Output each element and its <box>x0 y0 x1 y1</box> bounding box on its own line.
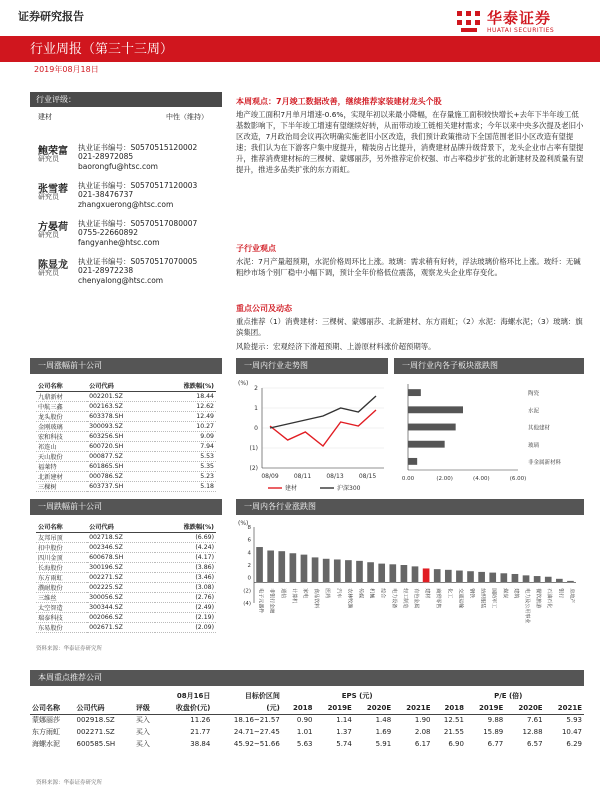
y-tick-label: 6 <box>247 537 251 544</box>
col-header: 评级 <box>135 703 150 712</box>
category-label: 商贸零售 <box>435 588 442 609</box>
table-cell: 10.47 <box>561 728 582 736</box>
industry-change-chart <box>236 517 584 657</box>
chart2-heading: 一周行业内各子板块涨跌图 <box>394 358 584 374</box>
company-name: 东易股份 <box>36 622 87 632</box>
analyst-phone: 021-28972238 <box>78 266 134 275</box>
bar <box>367 562 374 582</box>
analyst-email[interactable]: baorongfu@htsc.com <box>78 162 158 171</box>
col-header: 2018 <box>444 703 464 712</box>
y-tick-label: (2) <box>243 588 251 595</box>
industry-trend-chart <box>236 376 392 494</box>
category-label: 综合 <box>379 588 386 599</box>
category-label: 钢铁 <box>468 588 475 599</box>
logo-text-en: HUATAI SECURITIES <box>487 26 555 34</box>
table-cell: 12.88 <box>522 728 543 736</box>
category-label: 轻工制造 <box>401 588 408 609</box>
table-cell: 002271.SZ <box>76 728 115 736</box>
col-header: 2019E <box>327 703 352 712</box>
table-cell: 海螺水泥 <box>32 740 60 748</box>
change-value: 5.18 <box>155 481 216 491</box>
losers-table <box>36 521 216 633</box>
y-axis-label: (%) <box>238 380 249 387</box>
category-label: 机械 <box>368 588 375 599</box>
bar <box>478 572 485 582</box>
company-logo <box>456 4 584 38</box>
bar <box>545 577 552 583</box>
company-code: 002271.SZ <box>87 572 155 582</box>
category-label: 煤炭 <box>501 588 508 599</box>
table-cell: 1.48 <box>375 716 392 725</box>
category-label: 电子元器件 <box>257 588 264 614</box>
company-name: 长海股份 <box>36 562 87 572</box>
change-value: 7.94 <box>155 441 216 451</box>
analyst-role: 研究员 <box>38 155 59 163</box>
table-row <box>36 411 216 421</box>
category-label: 化工 <box>446 588 453 599</box>
table-row <box>36 552 216 562</box>
col-header: 公司代码 <box>76 703 105 712</box>
rating-heading: 行业评级： <box>30 92 222 107</box>
change-value: 5.35 <box>155 461 216 471</box>
bar <box>556 579 563 582</box>
report-title: 行业周报（第三十三周） <box>30 42 174 57</box>
category-label: 房地产 <box>568 588 575 604</box>
category-label: 玻璃 <box>528 442 540 449</box>
company-name: 北新建材 <box>36 471 87 481</box>
company-code: 300056.SZ <box>87 592 155 602</box>
table-cell: 5.63 <box>296 740 313 748</box>
table-cell: 5.74 <box>336 740 352 748</box>
bar <box>434 569 441 582</box>
company-name: 福莱特 <box>36 461 87 471</box>
bar <box>323 559 330 582</box>
analyst-cert: 执业证书编号：S0570515120002 <box>78 143 198 152</box>
company-code: 002201.SZ <box>87 391 155 401</box>
x-tick-label: 08/11 <box>293 473 312 480</box>
company-name: 扣中股份 <box>36 542 87 552</box>
change-value: (3.46) <box>155 572 216 582</box>
company-code: 603737.SH <box>87 481 155 491</box>
change-value: 12.62 <box>155 401 216 411</box>
table-cell: 1.90 <box>414 716 431 725</box>
table-header-row <box>36 521 216 532</box>
x-tick-label: 08/13 <box>326 473 344 480</box>
table-cell: 1.69 <box>375 728 392 736</box>
category-label: 食品饮料 <box>313 588 320 609</box>
category-label: 农林牧渔 <box>346 588 353 609</box>
company-code: 002346.SZ <box>87 542 155 552</box>
chart1-heading: 一周内行业走势图 <box>236 358 388 374</box>
series-line-1 <box>270 396 376 428</box>
table-cell: 东方雨虹 <box>32 728 60 736</box>
bar <box>345 560 352 582</box>
risk-note: 风险提示：宏观经济下滑超预期、上游原材料涨价超预期等。 <box>236 342 436 351</box>
table-row <box>36 401 216 411</box>
table-row <box>36 592 216 602</box>
table-row <box>36 471 216 481</box>
bar <box>256 547 263 582</box>
analyst-phone: 021-28972085 <box>78 152 134 161</box>
rating-sector: 建材 <box>38 113 52 121</box>
company-name: 瑞泰科技 <box>36 612 87 622</box>
change-value: (2.76) <box>155 592 216 602</box>
y-tick-label: 2 <box>254 385 258 392</box>
col-header: 2021E <box>406 703 431 712</box>
table-cell: 1.01 <box>296 728 313 736</box>
bar <box>534 576 541 582</box>
change-value: 5.53 <box>155 451 216 461</box>
category-label: 建筑 <box>512 588 519 599</box>
table-row <box>36 542 216 552</box>
analyst-role: 研究员 <box>38 193 59 201</box>
bar <box>378 564 385 583</box>
company-code: 002225.SZ <box>87 582 155 592</box>
logo-text-cn: 华泰证券 <box>487 8 552 27</box>
gainers-heading: 一周涨幅前十公司 <box>30 358 222 374</box>
losers-heading: 一周跌幅前十公司 <box>30 499 222 515</box>
sub-sector-chart <box>394 376 584 494</box>
category-label: 医药 <box>324 588 331 599</box>
bar <box>267 550 274 582</box>
table-cell: 600585.SH <box>76 740 116 748</box>
bar <box>489 573 496 583</box>
bar <box>278 551 285 582</box>
category-label: 国防军工 <box>490 588 497 609</box>
bar <box>500 573 507 582</box>
bar <box>408 424 456 431</box>
bar <box>290 553 297 582</box>
view-body: 地产竣工面积7月单月增速-0.6%，实现年初以来最小降幅，在存量施工面积较快增长+去年下半年竣工低基数影响下，下半年竣工增速有望继续好转，从而带动竣工链相关建材需求；今年以来中央多次提及老旧小区改造，7月政治局会议再次明确实施老旧小区改造，我们预计政策推动下全国范围老旧小区改造有望提速；我们认为在下游客户集中度提升，精装房占比提升，消费建材品牌升级背景下，龙头企业市占率有望提升，推荐消费建材标的三棵树、蒙娜丽莎，另外推荐定价权强、市占率稳步扩张的北新建材及盈利质量有望提升，推进多品类扩张的东方雨虹。 <box>236 110 584 174</box>
table-row <box>36 562 216 572</box>
company-name: 三棵树 <box>36 481 87 491</box>
table-cell: 24.71~27.45 <box>233 728 280 736</box>
change-value: 12.49 <box>155 411 216 421</box>
table-header-row <box>36 380 216 391</box>
company-name: 四川金顶 <box>36 552 87 562</box>
analyst-role: 研究员 <box>38 231 59 239</box>
analyst-phone: 0755-22660892 <box>78 228 138 237</box>
bar <box>334 559 341 582</box>
table-row <box>36 461 216 471</box>
logo-mark-icon <box>456 8 482 34</box>
company-name: 三维丝 <box>36 592 87 602</box>
category-label: 非银行金融 <box>268 588 275 614</box>
target-range-label: 目标价区间 <box>244 692 280 700</box>
table-cell: 002918.SZ <box>76 716 115 725</box>
company-code: 300344.SZ <box>87 602 155 612</box>
eps-label: EPS (元) <box>341 692 373 700</box>
x-tick-label: 08/09 <box>261 473 279 480</box>
table-cell: 6.17 <box>414 740 431 748</box>
category-label: 非金属新材料 <box>528 459 562 466</box>
table-row <box>36 532 216 542</box>
category-label: 建材 <box>424 588 431 599</box>
company-code: 601865.SH <box>87 461 155 471</box>
x-tick-label: 08/15 <box>358 473 377 480</box>
table-row <box>36 481 216 491</box>
analyst-cert: 执业证书编号：S0570517080007 <box>78 219 198 228</box>
company-name: 九鼎新材 <box>36 391 87 401</box>
change-value: (2.09) <box>155 622 216 632</box>
category-label: 家电 <box>301 588 308 599</box>
company-code: 603378.SH <box>87 411 155 421</box>
focus-body: 重点推荐（1）消费建材：三棵树、蒙娜丽莎、北新建材、东方雨虹；（2）水泥：海螺水泥；（3）玻璃：旗滨集团。 <box>236 317 583 337</box>
col-name: 公司名称 <box>36 380 87 391</box>
bar <box>356 561 363 582</box>
bar <box>312 557 319 582</box>
table-cell: 5.91 <box>375 740 392 748</box>
table-cell: 6.29 <box>566 740 582 748</box>
table-cell: 15.89 <box>483 728 504 736</box>
y-tick-label: 8 <box>247 525 251 531</box>
change-value: (3.86) <box>155 562 216 572</box>
table-cell: 1.37 <box>336 728 352 736</box>
change-value: (4.17) <box>155 552 216 562</box>
table-cell: 45.92~51.66 <box>233 740 280 748</box>
analyst-email[interactable]: fangyanhe@htsc.com <box>78 238 160 247</box>
rating-value: 中性（维持） <box>166 113 208 121</box>
doc-type: 证券研究报告 <box>18 10 84 23</box>
key-companies-heading: 本周重点推荐公司 <box>30 670 584 686</box>
company-name: 友邦吊顶 <box>36 532 87 542</box>
table-cell: 买入 <box>135 728 150 736</box>
bar <box>467 571 474 582</box>
view-headline: 本周观点：7月竣工数据改善，继续推荐家装建材龙头个股 <box>236 97 442 106</box>
col-name: 公司名称 <box>36 521 87 532</box>
x-tick-label: 0.00 <box>401 476 415 482</box>
company-name: 宏和科技 <box>36 431 87 441</box>
bar <box>456 571 463 583</box>
analyst-email[interactable]: zhangxuerong@htsc.com <box>78 200 174 209</box>
analyst-email[interactable]: chenyalong@htsc.com <box>78 276 164 285</box>
analyst-name: 鲍荣富 <box>38 146 68 157</box>
bar <box>512 574 519 582</box>
table-cell: 蒙娜丽莎 <box>32 716 60 725</box>
bar <box>389 564 396 582</box>
company-name: 东方雨虹 <box>36 572 87 582</box>
col-header: 2021E <box>557 703 582 712</box>
x-tick-label: (4.00) <box>473 476 490 482</box>
change-value: 9.09 <box>155 431 216 441</box>
company-code: 002163.SZ <box>87 401 155 411</box>
chart3-heading: 一周内各行业涨跌图 <box>236 499 584 515</box>
bar <box>408 441 445 448</box>
analyst-cert: 执业证书编号：S0570517070005 <box>78 257 198 266</box>
table-cell: 1.14 <box>336 716 352 725</box>
col-code: 公司代码 <box>87 521 155 532</box>
change-value: (4.24) <box>155 542 216 552</box>
table-cell: 7.61 <box>527 716 543 725</box>
category-label: 银行 <box>557 588 564 599</box>
table-row <box>36 441 216 451</box>
bar <box>401 565 408 582</box>
sub-industry-body: 水泥：7月产量超预期，水泥价格周环比上涨。玻璃：需求稍有好转，浮法玻璃价格环比上涨。玻纤：无碱粗纱市场个别厂稳中小幅下调，预计全年价格低位震荡，观察龙头企业库存变化。 <box>236 257 581 277</box>
y-tick-label: 2 <box>247 563 251 569</box>
company-code: 002066.SZ <box>87 612 155 622</box>
report-date: 2019年08月18日 <box>34 65 99 74</box>
x-tick-label: (2.00) <box>436 476 453 482</box>
company-code: 300093.SZ <box>87 421 155 431</box>
table-cell: 买入 <box>135 740 150 748</box>
company-code: 600678.SH <box>87 552 155 562</box>
company-code: 000877.SZ <box>87 451 155 461</box>
analyst-name: 张雪蓉 <box>38 184 68 195</box>
company-name: 祁连山 <box>36 441 87 451</box>
company-name: 天山股份 <box>36 451 87 461</box>
col-change: 涨跌幅(%) <box>155 521 216 532</box>
table-cell: 6.77 <box>487 740 504 748</box>
y-tick-label: 0 <box>247 575 251 582</box>
change-value: 5.23 <box>155 471 216 481</box>
col-header: 2020E <box>518 703 543 712</box>
category-label: 水泥 <box>528 408 540 415</box>
y-tick-label: 0 <box>254 425 258 432</box>
category-label: 纺织服装 <box>479 588 486 609</box>
table-cell: 11.26 <box>190 716 211 725</box>
company-name: 濮耐股份 <box>36 582 87 592</box>
sub-industry-heading: 子行业观点 <box>236 244 276 253</box>
gainers-table <box>36 380 216 492</box>
bar <box>445 570 452 582</box>
bar <box>408 406 463 413</box>
category-label: 有色金属 <box>413 588 419 609</box>
table-cell: 买入 <box>135 716 150 725</box>
table-row <box>36 431 216 441</box>
table-cell: 6.57 <box>527 740 543 748</box>
company-name: 太空智造 <box>36 602 87 612</box>
category-label: 电力及公用事业 <box>524 588 531 624</box>
category-label: 其他建材 <box>528 425 551 432</box>
source-note: 资料来源：华泰证券研究所 <box>36 646 103 652</box>
category-label: 传媒 <box>357 588 364 599</box>
bar <box>523 575 530 582</box>
table-row <box>30 714 584 726</box>
col-header: 公司名称 <box>32 703 60 712</box>
table-header-row <box>30 702 584 714</box>
pe-label: P/E (倍) <box>494 692 523 700</box>
x-tick-label: (6.00) <box>509 476 527 482</box>
change-value: 10.27 <box>155 421 216 431</box>
bar <box>423 568 430 582</box>
category-label: 通信 <box>279 588 286 599</box>
y-tick-label: (4) <box>243 601 251 607</box>
change-value: 18.44 <box>155 391 216 401</box>
key-companies-table <box>30 690 584 750</box>
col-header: (元) <box>266 703 280 712</box>
analyst-cert: 执业证书编号：S0570517120003 <box>78 181 198 190</box>
bar <box>567 581 574 582</box>
analyst-role: 研究员 <box>38 269 59 277</box>
category-label: 石油石化 <box>546 588 553 609</box>
analyst-phone: 021-38476737 <box>78 190 134 199</box>
source-note-bottom: 资料来源：华泰证券研究所 <box>36 780 103 786</box>
rating-row <box>38 112 222 122</box>
y-tick-label: 1 <box>254 405 258 412</box>
table-row <box>36 572 216 582</box>
company-code: 603256.SH <box>87 431 155 441</box>
table-cell: 6.90 <box>448 740 464 748</box>
category-label: 交通运输 <box>457 588 464 609</box>
change-value: (3.08) <box>155 582 216 592</box>
company-name: 中航三鑫 <box>36 401 87 411</box>
company-code: 300196.SZ <box>87 562 155 572</box>
table-cell: 12.51 <box>443 716 464 725</box>
table-row <box>36 451 216 461</box>
table-header-top <box>30 690 584 702</box>
category-label: 电力设备 <box>390 588 397 609</box>
change-value: (2.49) <box>155 602 216 612</box>
table-row <box>36 612 216 622</box>
table-row <box>36 582 216 592</box>
table-cell: 21.55 <box>443 728 464 736</box>
col-code: 公司代码 <box>87 380 155 391</box>
col-header: 2020E <box>366 703 392 712</box>
company-code: 002718.SZ <box>87 532 155 542</box>
bar <box>408 389 421 396</box>
price-date: 08月16日 <box>176 692 211 700</box>
col-header: 2019E <box>479 703 504 712</box>
company-code: 000786.SZ <box>87 471 155 481</box>
analyst-name: 陈显龙 <box>38 260 68 271</box>
col-change: 涨跌幅(%) <box>155 380 216 391</box>
table-row <box>30 726 584 738</box>
y-tick-label: (2) <box>249 465 258 472</box>
legend-label: 建材 <box>285 485 298 492</box>
y-tick-label: 4 <box>247 550 251 557</box>
analyst-name: 方晏荷 <box>38 222 68 233</box>
change-value: (2.19) <box>155 612 216 622</box>
table-cell: 9.88 <box>487 716 504 725</box>
table-row <box>36 421 216 431</box>
table-cell: 2.08 <box>414 728 431 736</box>
table-cell: 5.93 <box>566 716 582 725</box>
table-row <box>36 391 216 401</box>
focus-heading: 重点公司及动态 <box>236 304 292 313</box>
table-cell: 18.16~21.57 <box>233 716 280 725</box>
company-name: 龙头股份 <box>36 411 87 421</box>
bar <box>412 566 419 582</box>
company-code: 002671.SZ <box>87 622 155 632</box>
y-axis-label: (%) <box>238 520 249 527</box>
table-cell: 0.90 <box>296 716 313 725</box>
company-code: 600720.SH <box>87 441 155 451</box>
bar <box>301 555 308 583</box>
category-label: 陶瓷 <box>528 391 540 398</box>
table-row <box>36 602 216 612</box>
company-name: 金刚玻璃 <box>36 421 87 431</box>
table-row <box>30 738 584 750</box>
category-label: 汽车 <box>335 588 342 599</box>
category-label: 餐饮旅游 <box>535 588 542 609</box>
change-value: (6.69) <box>155 532 216 542</box>
y-tick-label: (1) <box>249 445 258 452</box>
bar <box>408 458 417 465</box>
category-label: 计算机 <box>290 588 297 604</box>
table-cell: 21.77 <box>190 728 211 736</box>
legend-label: 沪深300 <box>337 485 361 492</box>
table-row <box>36 622 216 632</box>
table-cell: 38.84 <box>190 740 211 748</box>
col-header: 收盘价(元) <box>175 703 211 712</box>
col-header: 2018 <box>293 703 313 712</box>
